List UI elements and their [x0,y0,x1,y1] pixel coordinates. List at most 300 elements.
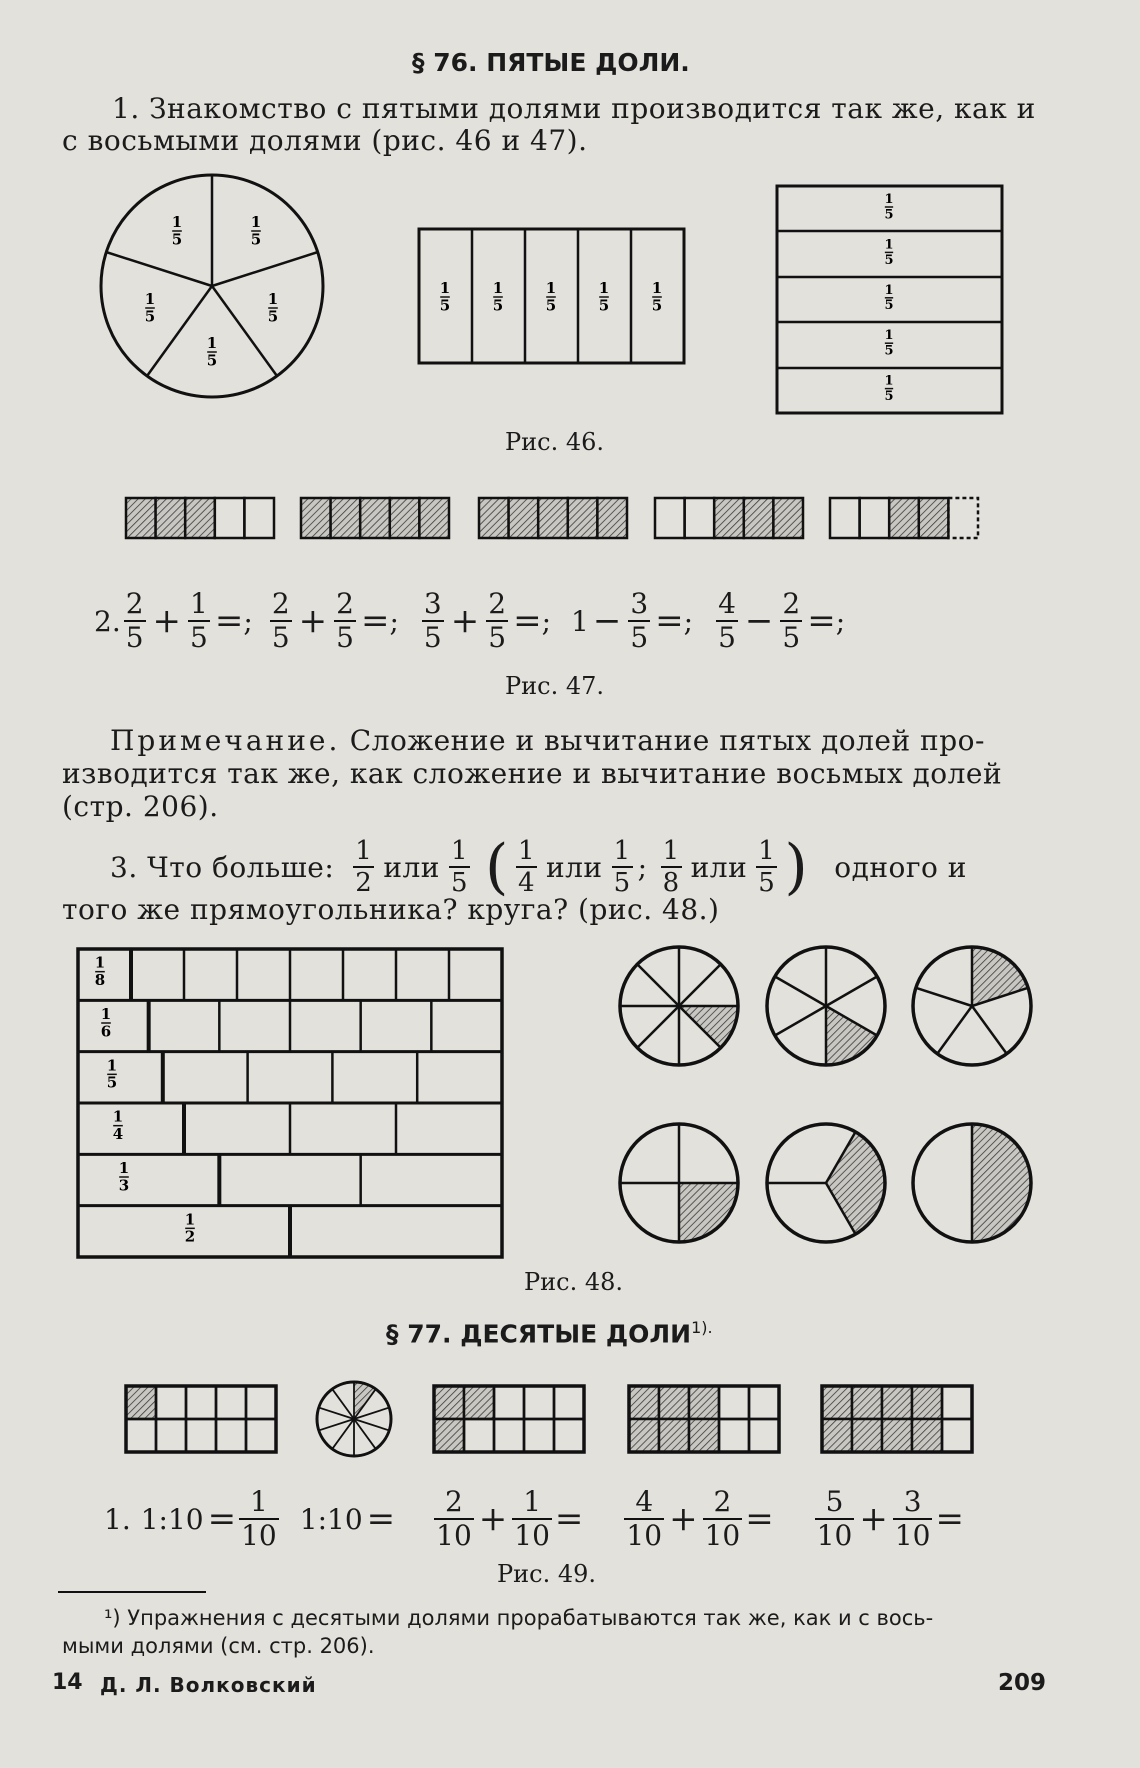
fraction-denominator: 5 [439,296,451,315]
fig48-circle-2 [913,1124,1031,1242]
circle-fifth-label [145,290,155,325]
fraction [893,1485,933,1552]
or-word: или [690,850,748,884]
fig48-row-label [95,954,105,989]
fig48-circle-5 [913,947,1031,1065]
empty-cell [524,1419,554,1452]
q3-text-end: одного и [834,850,967,884]
fig48-row-label [119,1159,129,1194]
fraction-numerator: 3 [630,587,649,620]
empty-cell [524,1386,554,1419]
footer-author: Д. Л. Волковский [100,1673,317,1697]
fraction-numerator: 1 [206,334,218,352]
fig46-caption: Рис. 46. [505,428,605,456]
fraction-numerator: 1 [450,836,469,866]
question-3-line-1 [110,832,967,902]
fraction-denominator: 5 [884,298,894,314]
fraction-numerator: 1 [184,1210,196,1229]
equals-sign: = [807,601,836,641]
shaded-cell [509,498,539,538]
shaded-cell [568,498,598,538]
fraction [188,587,210,654]
empty-cell [719,1386,749,1419]
fraction-numerator: 2 [488,587,507,620]
tenths-grid [822,1386,972,1452]
operator: − [592,601,622,641]
sector-line [332,1419,354,1449]
intro-line-1: 1. Знакомство с пятыми долями производится так же, как и [112,92,1036,125]
sector-line [775,1006,826,1036]
fraction [756,838,777,896]
fraction [334,587,356,654]
fraction-numerator: 2 [336,587,354,620]
fraction-numerator: 1 [884,192,894,207]
fraction-numerator: 1 [439,279,451,297]
sector-line [332,1389,354,1419]
note-line-2: изводится так же, как сложение и вычитание восьмых долей [62,757,1003,790]
fraction-denominator: 5 [488,621,507,654]
empty-cell [246,1386,276,1419]
fraction-numerator: 2 [713,1485,732,1518]
or-word: или [383,850,440,884]
fraction-denominator: 5 [144,307,156,326]
fraction [512,1485,552,1552]
empty-cell [749,1386,779,1419]
empty-cell [215,498,245,538]
fraction-denominator: 4 [112,1124,124,1143]
empty-cell [719,1419,749,1452]
fig48-circle-6 [767,947,885,1065]
fraction [628,587,650,654]
sector-line [319,1419,354,1430]
fraction-denominator: 5 [492,296,504,315]
fraction-strip [126,498,274,538]
fraction-denominator: 5 [271,621,290,654]
operator: + [478,1499,508,1539]
shaded-cell [919,498,949,538]
note-line-1 [110,724,985,757]
fraction-numerator: 1 [492,279,504,297]
fraction-denominator: 5 [884,207,894,223]
equation [121,587,253,654]
shaded-cell [360,498,390,538]
fraction-denominator: 5 [450,868,469,898]
empty-cell [186,1386,216,1419]
sector-line [354,1419,376,1449]
sector-line [637,1006,679,1048]
equals-sign: = [935,1499,964,1539]
fraction-denominator: 2 [184,1227,196,1246]
tenths-grid [434,1386,584,1452]
fig47-equations [94,586,865,656]
fraction-numerator: 1 [545,279,557,297]
equation [419,587,551,654]
shaded-cell [629,1419,659,1452]
empty-cell [156,1419,186,1452]
shaded-sector [826,1132,885,1234]
empty-cell [216,1419,246,1452]
equation [713,587,846,654]
fraction-denominator: 5 [545,296,557,315]
shaded-cell [434,1386,464,1419]
empty-cell [554,1386,584,1419]
fraction-numerator: 1 [250,213,262,231]
eq-left: 1:10 [299,1502,363,1536]
equation [267,587,399,654]
fraction-strip [479,498,627,538]
equals-sign: = [513,601,542,641]
fraction-numerator: 4 [718,587,736,620]
sector-line [826,977,877,1007]
fraction-numerator: 2 [125,587,144,620]
rect-fifth-label [884,328,893,358]
empty-cell [494,1419,524,1452]
fraction-numerator: 1 [523,1485,542,1518]
equals-sign: = [366,1499,396,1539]
fraction-denominator: 4 [517,868,535,898]
fraction [434,1485,474,1552]
empty-cell [244,498,274,538]
fig47-strips [126,498,978,538]
semicolon: ; [835,604,846,638]
fraction-numerator: 1 [651,279,663,297]
fig49-circle [317,1382,391,1456]
question-3-line-2: того же прямоугольника? круга? (рис. 48.) [62,893,720,926]
equation [571,587,694,654]
fraction-numerator: 1 [144,290,156,308]
fraction-denominator: 2 [355,868,373,898]
fraction-denominator: 5 [267,307,279,326]
fraction-denominator: 10 [816,1519,853,1552]
shaded-cell [126,498,156,538]
operator: − [744,601,774,641]
fraction-denominator: 10 [626,1519,663,1552]
fraction-denominator: 8 [662,868,680,898]
fraction-denominator: 5 [598,296,610,315]
fraction-numerator: 3 [903,1485,922,1518]
fraction-numerator: 1 [190,587,208,620]
shaded-cell [689,1419,719,1452]
fraction-numerator: 1 [250,1485,268,1518]
fraction-numerator: 2 [782,587,801,620]
rect-fifth-label [440,279,450,314]
operator: + [298,601,328,641]
fraction-numerator: 1 [613,836,631,866]
eq-left: 1:10 [140,1502,204,1536]
shaded-cell [479,498,509,538]
shaded-cell [882,1386,912,1419]
note-line-3: (стр. 206). [62,790,219,823]
semicolon: ; [541,604,551,638]
empty-cell [126,1419,156,1452]
tenths-grid [629,1386,779,1452]
rect-fifth-label [493,279,503,314]
semicolon: ; [389,604,399,638]
sector-line [972,1006,1007,1054]
fig48-row-label [113,1108,123,1143]
footnote-mark: 1). [691,1318,713,1337]
fraction-strip [830,498,978,538]
fraction-numerator: 2 [445,1485,463,1518]
fraction-numerator: 1 [884,237,894,253]
shaded-cell [185,498,215,538]
fraction-numerator: 3 [423,587,442,620]
shaded-sector [826,1006,877,1065]
empty-cell [655,498,685,538]
fraction-denominator: 10 [436,1519,472,1552]
empty-cell [860,498,890,538]
fraction [124,587,146,654]
shaded-cell [538,498,568,538]
intro-line-2: с восьмыми долями (рис. 46 и 47). [62,124,588,157]
sector-line [916,988,972,1006]
fraction [815,1485,855,1552]
fig49-caption: Рис. 49. [497,1560,597,1588]
fraction-numerator: 1 [598,279,610,297]
fraction-denominator: 5 [613,868,631,898]
section-77-title [386,1318,713,1348]
footer-signature: 14 [52,1670,83,1695]
fraction-strip [655,498,803,538]
fraction-denominator: 10 [894,1519,931,1552]
fraction-numerator: 1 [106,1056,118,1075]
sector-line [319,1408,354,1419]
semicolon: ; [243,604,253,638]
fraction [661,838,682,896]
tenths-grid [126,1386,276,1452]
tenths-sum [812,1485,964,1552]
shaded-cell [659,1386,689,1419]
fraction [703,1485,743,1552]
shaded-cell [331,498,361,538]
empty-cell [685,498,715,538]
fig48-circle-4 [620,1124,738,1242]
shaded-cell [822,1419,852,1452]
fraction [239,1485,279,1552]
fraction-denominator: 5 [336,621,354,654]
rect-fifth-label [652,279,662,314]
fraction-numerator: 1 [94,953,106,972]
close-paren: ) [784,832,809,902]
whole-number: 1 [571,604,589,638]
empty-cell [246,1419,276,1452]
fig48-row-label [185,1210,195,1245]
empty-cell [186,1419,216,1452]
shaded-sector [679,1006,738,1048]
tenths-sum [621,1485,774,1552]
fraction [612,838,633,896]
fraction-numerator: 1 [884,282,894,298]
fraction-denominator: 5 [125,621,144,654]
fraction-denominator: 5 [630,621,649,654]
shaded-cell [822,1386,852,1419]
rect-fifth-label [884,237,893,267]
section-76-title: § 76. ПЯТЫЕ ДОЛИ. [412,48,690,77]
fraction-numerator: 5 [825,1485,844,1518]
eq-prefix: 1. [104,1502,131,1536]
shaded-cell [714,498,744,538]
fraction-denominator: 10 [241,1519,277,1552]
fig46-horizontal-rect-labels [884,192,893,404]
fig48-circles [620,947,1031,1242]
empty-cell [749,1419,779,1452]
fraction-denominator: 5 [758,868,776,898]
fraction [486,587,508,654]
note-label: Примечание. [110,724,341,757]
rect-fifth-label [884,192,893,222]
shaded-cell [464,1386,494,1419]
shaded-sector [972,1124,1031,1242]
fraction-numerator: 2 [271,587,290,620]
fraction-numerator: 1 [118,1159,130,1177]
semicolon: ; [637,850,648,884]
fraction-denominator: 5 [718,621,736,654]
fig48-circle-8 [620,947,738,1065]
shaded-cell [629,1386,659,1419]
empty-cell [216,1386,246,1419]
fraction-strip [301,498,449,538]
tenths-sum [431,1485,584,1552]
fraction-numerator: 1 [517,836,535,866]
fraction-denominator: 5 [190,621,208,654]
shaded-cell [597,498,627,538]
open-paren: ( [485,832,509,902]
fraction [516,838,537,896]
shaded-cell [126,1386,156,1419]
q3-text: 3. Что больше: [110,850,335,884]
shaded-cell [889,498,919,538]
shaded-cell [912,1419,942,1452]
note-text-1: Сложение и вычитание пятых долей про- [349,724,985,757]
empty-cell [494,1386,524,1419]
rect-fifth-label [884,283,893,313]
fig48-caption: Рис. 48. [524,1268,624,1296]
circle-fifth-label [251,213,261,248]
empty-cell [464,1419,494,1452]
fraction-denominator: 5 [782,621,801,654]
sector-line [775,977,826,1007]
sector-line [937,1006,972,1054]
shaded-cell [659,1419,689,1452]
shaded-cell [912,1386,942,1419]
fraction [270,587,292,654]
page-number: 209 [998,1670,1047,1696]
section-77-title-text: § 77. ДЕСЯТЫЕ ДОЛИ [386,1319,692,1349]
fraction-denominator: 10 [514,1519,550,1552]
empty-cell [830,498,860,538]
fraction-denominator: 8 [94,970,106,989]
sector-line [637,964,679,1006]
shaded-cell [852,1419,882,1452]
fig49-grids [126,1386,972,1452]
fraction [716,587,738,654]
fraction [780,587,802,654]
fraction-numerator: 1 [662,836,680,866]
fraction [449,838,470,896]
fraction-numerator: 1 [267,290,279,308]
fraction-denominator: 5 [423,621,442,654]
shaded-cell [390,498,420,538]
fraction-numerator: 1 [884,373,894,389]
fraction-denominator: 5 [884,252,894,268]
operator: + [859,1499,888,1539]
fraction-numerator: 1 [112,1107,124,1126]
semicolon: ; [683,604,694,638]
footnote-line-1: ¹) Упражнения с десятыми долями прорабатываются так же, как и с вось- [104,1606,934,1630]
fig47-caption: Рис. 47. [505,672,605,700]
fraction-denominator: 3 [118,1176,130,1195]
circle-fifth-label [207,334,217,369]
empty-cell [948,498,978,538]
fraction [422,587,444,654]
fraction-numerator: 1 [758,836,776,866]
equals-sign: = [745,1499,774,1539]
shaded-cell [882,1419,912,1452]
fraction-numerator: 1 [884,328,894,344]
shaded-cell [156,498,186,538]
fraction [624,1485,664,1552]
fraction-numerator: 1 [355,836,373,866]
operator: + [152,601,182,641]
equals-sign: = [655,601,684,641]
fig48-row-label [107,1056,117,1091]
fraction [353,838,374,896]
fraction-denominator: 5 [171,230,183,249]
fraction-denominator: 5 [884,388,894,404]
fig49-equations [104,1484,964,1554]
fraction-denominator: 5 [651,296,663,315]
fraction-denominator: 5 [106,1073,118,1092]
empty-cell [942,1386,972,1419]
circle-fifth-label [172,213,182,248]
equals-sign: = [554,1499,584,1539]
fraction-numerator: 1 [171,213,183,231]
operator: + [669,1499,698,1539]
fraction-numerator: 4 [635,1485,654,1518]
shaded-cell [301,498,331,538]
sector-line [354,1419,389,1430]
fraction-denominator: 5 [250,230,262,249]
fraction-denominator: 5 [884,343,894,359]
fig48-rectangle [78,949,502,1257]
shaded-cell [689,1386,719,1419]
footnote-line-2: мыми долями (см. стр. 206). [62,1634,375,1658]
fraction-denominator: 10 [704,1519,741,1552]
rect-fifth-label [599,279,609,314]
fraction-numerator: 1 [100,1005,112,1023]
shaded-cell [419,498,449,538]
circle-fifth-label [268,290,278,325]
shaded-cell [773,498,803,538]
eq-prefix: 2. [94,604,121,638]
fraction-denominator: 6 [100,1022,112,1041]
empty-cell [156,1386,186,1419]
shaded-cell [744,498,774,538]
fraction-denominator: 5 [206,351,218,370]
rect-fifth-label [546,279,556,314]
or-word: или [545,850,603,884]
rect-fifth-label [884,374,893,404]
sector-line [679,964,721,1006]
equals-sign: = [207,1499,237,1539]
fig48-circle-3 [767,1124,885,1242]
empty-cell [942,1419,972,1452]
operator: + [450,601,480,641]
empty-cell [554,1419,584,1452]
shaded-cell [852,1386,882,1419]
equals-sign: = [214,601,244,641]
fig48-row-label [101,1005,111,1040]
